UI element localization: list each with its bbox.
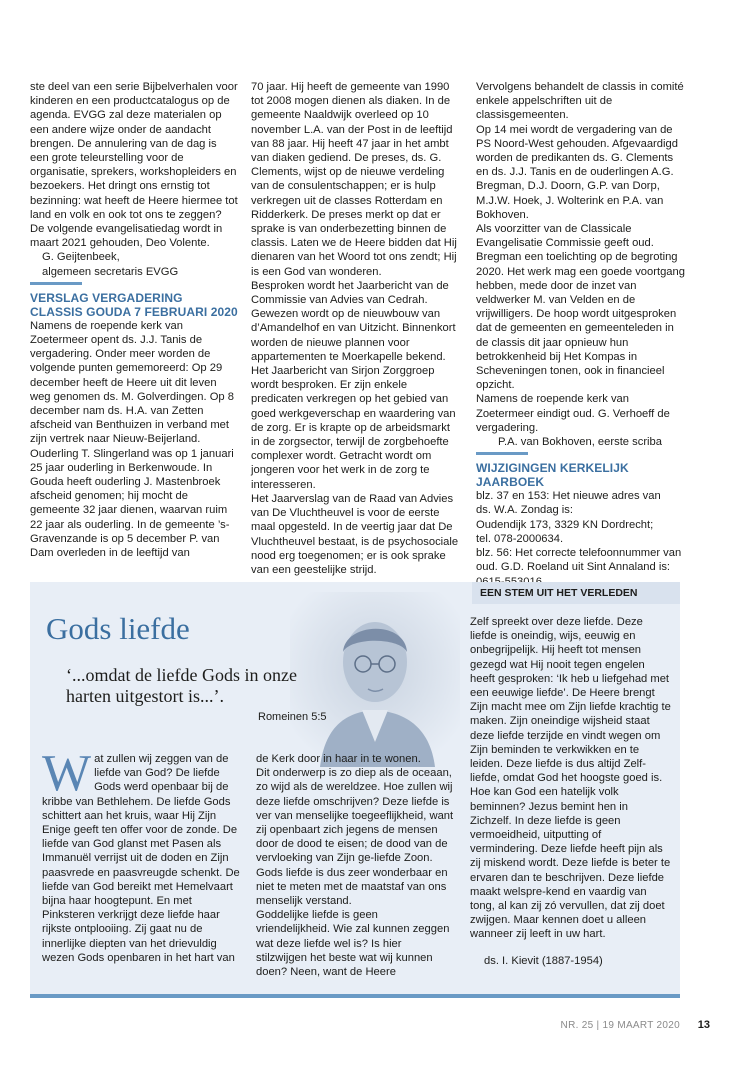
classis-paragraph: Als voorzitter van de Classicale Evangelisatie Commissie geeft oud. Bregman een toelichting op de begroting 2020. Het werk mag een goede voortgang hebben, mede door de inzet van veldwerker M. van Velden en de vrijwilligers. De hoop wordt uitgesproken dat de gemeenten en gemeenteleden in de classis dit jaar opnieuw hun betrokkenheid bij Het Kompas in Scheveningen tonen, ook in financieel opzicht.: [476, 223, 685, 392]
jaarboek-line: ds. W.A. Zondag is:: [476, 504, 573, 517]
section-heading-jaarboek: WIJZIGINGEN KERKELIJK JAARBOEK: [476, 461, 629, 490]
feature-box-bottom-rule: [30, 994, 680, 998]
dropcap-letter: W: [42, 745, 92, 802]
feature-column-2: [256, 752, 454, 979]
scriba-signature: P.A. van Bokhoven, eerste scriba: [498, 436, 662, 449]
classis-paragraph: Namens de roepende kerk van Zoetermeer opent ds. J.J. Tanis de vergadering. Onder meer worden de volgende punten gememoreerd: Op 29 december heeft de Heere uit dit leven weg genomen ds. M. Golverdingen. Op 8 december nam ds. H.A. van Zetten afscheid van Benthuizen in verband met zijn vertrek naar Nieuw-Beijerland.: [30, 319, 234, 446]
feature-paragraph: at zullen wij zeggen van de liefde van God? De liefde Gods werd openbaar bij de kribbe van Bethlehem. De liefde Gods schittert aan het kruis, waar Hij Zijn Enige geeft ten offer voor de zonde. De liefde van God glanst met Pasen als Immanuël verrijst uit de doden en Zijn paasvrede en paasvreugde schenkt. De liefde van God bereikt met Hemelvaart bijna haar hoogtepunt. En met Pinksteren verkrijgt deze liefde haar rijkste ontplooiing. Zij gaat nu de innerlijke diepten van het drievuldig wezen Gods openbaren in het hart van: [42, 753, 240, 964]
feature-tab-label: EEN STEM UIT HET VERLEDEN: [472, 582, 680, 604]
classis-paragraph: Besproken wordt het Jaarbericht van de Commissie van Advies van Cedrah. Gewezen wordt op de nieuwbouw van d’Amandelhof en van Uitzicht. Binnenkort worden de nieuwe plannen voor appartementen te Moerkapelle bekend. Het Jaarbericht van Sirjon Zorggroep wordt besproken. Er zijn enkele predicaten verkregen op het gebied van goed werkgeverschap en waardering van de zorg. Er is krapte op de arbeidsmarkt in de zorgsector, terwijl de zorgbehoefte complexer wordt. Getracht wordt om jongeren voor het werk in de zorg te interesseren.: [251, 279, 456, 491]
classis-paragraph: Ouderling T. Slingerland was op 1 januari 25 jaar ouderling in Berkenwoude. In Gouda heeft ouderling J. Mastenbroek afscheid genomen; hij mocht de gemeente 32 jaar dienen, waarvan ruim 22 jaar als ouderling. In de gemeente ’s-Gravenzande is op 5 december P. van Dam overleden in de leeftijd van: [30, 447, 234, 560]
heading-rule: [30, 282, 82, 285]
quote-reference: Romeinen 5:5: [258, 711, 327, 723]
feature-quote: ‘...omdat de liefde Gods in onze harten uitgestort is...’.: [66, 665, 297, 706]
article-column-2: [251, 80, 461, 577]
feature-column-3: [470, 615, 672, 968]
issue-info: NR. 25 | 19 MAART 2020: [560, 1020, 680, 1031]
feature-paragraph: Dit onderwerp is zo diep als de oceaan, zo wijd als de wereldzee. Hoe zullen wij deze liefde omschrijven? Deze liefde is ver van menselijke toegeeflijkheid, want zij openbaart zich jegens de mensen door de dood te eisen; de dood van de vervloeking van Zijn ge-liefde Zoon. Gods liefde is dus zeer wonderbaar en niet te meten met de maatstaf van ons menselijk verstand.: [256, 767, 454, 908]
feature-title: Gods liefde: [46, 611, 190, 646]
feature-author: ds. I. Kievit (1887-1954): [484, 954, 603, 967]
jaarboek-line: Oudendijk 173, 3329 KN Dordrecht;: [476, 518, 654, 531]
signature-name: G. Geijtenbeek,: [42, 251, 120, 264]
feature-paragraph: Goddelijke liefde is geen vriendelijkheid. Wie zal kunnen zeggen wat deze liefde wel is? Is hier stilzwijgen het beste wat wij kunnen doen? Neen, want de Heere: [256, 909, 450, 979]
jaarboek-paragraph: blz. 56: Het correcte telefoonnummer van oud. G.D. Roeland uit Sint Annaland is:: [476, 547, 682, 574]
feature-column-1: [42, 745, 242, 965]
section-heading-classis: VERSLAG VERGADERING CLASSIS GOUDA 7 FEBRUARI 2020: [30, 290, 238, 319]
classis-paragraph: Het Jaarverslag van de Raad van Advies van De Vluchtheuvel is voor de eerste maal opgesteld. In de veertig jaar dat De Vluchtheuvel bestaat, is de psychosociale nood erg toegenomen; er is ook sprake van een geestelijke strijd.: [251, 492, 459, 576]
feature-paragraph: de Kerk door in haar in te wonen.: [256, 753, 421, 765]
feature-paragraph: Hoe kan God een hatelijk volk beminnen? Jezus bemint hen in Zichzelf. In deze liefde is geen vermoeidheid, uitputting of vermindering. Deze liefde heeft pijn als zij miskend wordt. Deze liefde is beter te ervaren dan te beschrijven. Deze liefde maakt welspre-kend en vaardig van tong, al kan zij zó vervullen, dat zij doet zwijgen. Maar kennen doet u alleen wanneer zij leeft in uw hart.: [470, 786, 671, 941]
article-column-3: [476, 80, 686, 589]
article-column-1: [30, 80, 238, 560]
classis-paragraph: Vervolgens behandelt de classis in comité enkele appelschriften uit de classisgemeenten.: [476, 81, 684, 122]
evgg-report-text: ste deel van een serie Bijbelverhalen voor kinderen en een productcatalogus op de agenda. EVGG zal deze materialen op een andere wijze onder de aandacht brengen. De annulering van de dag is een grote teleurstelling voor de organisatie, sprekers, workshopleiders en bezoekers. Het dringt ons ernstig tot bezinning: wat heeft de Heere hiermee tot land en volk en ook tot ons te zeggen? De volgende evangelisatiedag wordt in maart 2021 gehouden, Deo Volente.: [30, 81, 238, 250]
jaarboek-line: blz. 37 en 153: Het nieuwe adres van: [476, 490, 661, 503]
classis-paragraph: 70 jaar. Hij heeft de gemeente van 1990 tot 2008 mogen dienen als diaken. In de gemeente Naaldwijk overleed op 10 november L.A. van der Post in de leeftijd van 88 jaar. Hij heeft 47 jaar in het ambt van diaken gediend. De preses, ds. G. Clements, wijst op de nieuwe verdeling van de consulentschappen; er is hulp verkregen uit de classes Rotterdam en Ridderkerk. De preses merkt op dat er sprake is van onderbezetting binnen de classis. Laten we de Heere bidden dat Hij dienaren van het Woord tot ons zendt; Hij is een God van wonderen.: [251, 81, 457, 278]
page-number: 13: [697, 1019, 710, 1031]
classis-paragraph: Namens de roepende kerk van Zoetermeer eindigt oud. G. Verhoeff de vergadering.: [476, 393, 670, 434]
jaarboek-line: tel. 078-2000634.: [476, 532, 564, 545]
signature-role: algemeen secretaris EVGG: [42, 265, 179, 278]
feature-paragraph: Zelf spreekt over deze liefde. Deze liefde is oneindig, wijs, eeuwig en onbegrijpelijk. Hij heeft tot mensen gezegd wat Hij nooit tegen engelen heeft gesproken: ‘Ik heb u liefgehad met een eeuwige liefde’. De Heere brengt Zijn macht mee om Zijn liefde krachtig te maken. Zijn oneindige wijsheid staat deze liefde terzijde en vindt wegen om Zijn beminden te verkwikken en te leiden. Deze liefde is dus altijd Zelf-liefde, omdat God het hoogste goed is.: [470, 616, 671, 785]
heading-rule: [476, 452, 528, 455]
classis-paragraph: Op 14 mei wordt de vergadering van de PS Noord-West gehouden. Afgevaardigd worden de predikanten ds. G. Clements en ds. J.J. Tanis en de ouderlingen A.G. Bregman, D.J. Doorn, G.P. van Dorp, M.J.W. Hoek, J. Wolterink en P.A. van Bokhoven.: [476, 123, 678, 221]
